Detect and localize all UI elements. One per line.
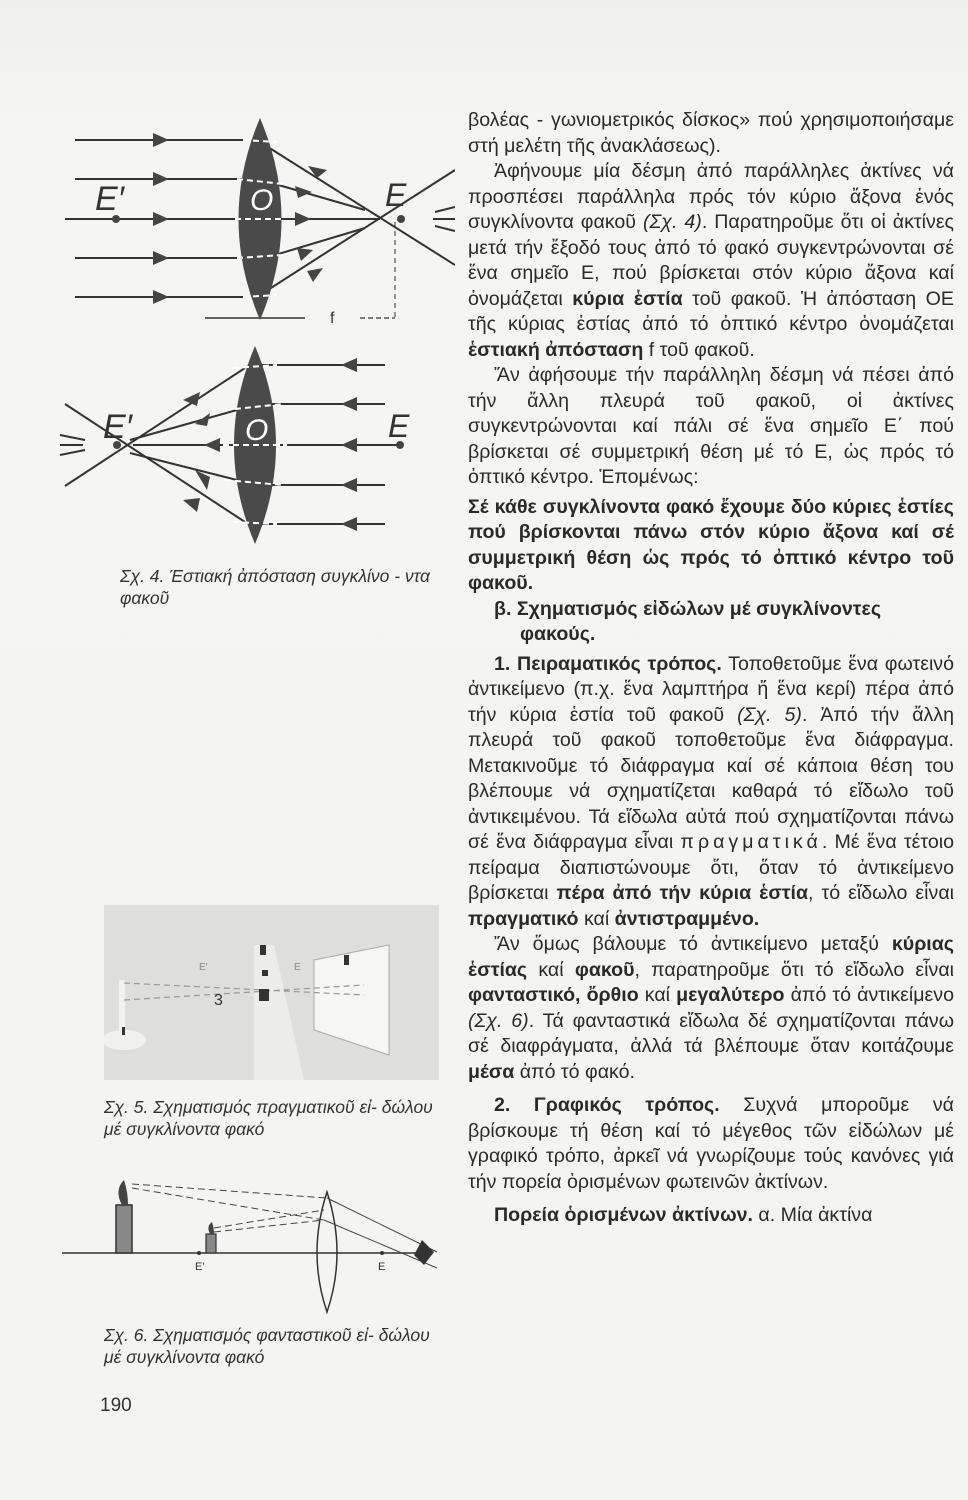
- text-run: ἀπό τό ἀντικείμενο: [784, 984, 954, 1006]
- text-run: Τοποθετοῦμε ἕνα φωτεινό ἀντικείμενο (π.χ. ἕνα λαμπτήρα ἤ ἕνα κερί) πέρα ἀπό τήν κύρια ἑστία τοῦ φακοῦ: [468, 652, 955, 726]
- figure-5-caption: Σχ. 5. Σχηματισμός πραγματικοῦ εἰ- δώλου μέ συγκλίνοντα φακό: [104, 1097, 433, 1139]
- arrow-icon: [295, 186, 312, 198]
- candle: [119, 980, 125, 1035]
- figure-reference: (Σχ. 4): [643, 211, 702, 233]
- text-run: , τό εἴδωλο εἶναι: [808, 882, 954, 904]
- text-run: ἀπό τό φακό.: [514, 1060, 635, 1083]
- text-run: . Παρατηροῦμε ὅτι οἱ ἀκτίνες μετά τήν ἔξοδό τους ἀπό τό φακό συγκεντρώνονται σέ ἕνα σημεῖο Ε, πού βρίσκεται στόν κύριο ἄξονα καί ὀνομάζεται: [468, 211, 954, 310]
- term-beyond-focus: πέρα ἀπό τήν κύρια ἑστία: [556, 882, 809, 904]
- text-run: Συχνά μποροῦμε νά βρίσκουμε τή θέση καί τό μέγεθος τῶν εἰδώλων μέ γραφικό τρόπο, ἀρκεῖ νά γνωρίζουμε τούς κανόνες γιά τήν πορεία ὁρισμένων φωτεινῶν ἀκτίνων.: [468, 1094, 954, 1193]
- arrow-icon: [153, 172, 169, 186]
- arrow-icon: [341, 358, 357, 372]
- arrow-icon: [297, 248, 313, 261]
- term: μέσα: [468, 1060, 515, 1083]
- figure-5-mark: 3: [214, 992, 223, 1009]
- term-inverted: ἀντιστραμμένο.: [614, 907, 760, 930]
- term-real-image: πραγματικό: [468, 907, 579, 930]
- label-e-prime: E': [195, 1261, 205, 1273]
- lens-shape: [317, 1192, 337, 1312]
- arrow-icon: [341, 397, 357, 411]
- text-run: . Τά φανταστικά εἴδωλα δέ σχηματίζονται πάνω σέ διαφράγματα, ἀλλά τά βλέπουμε ὅταν κοιτάζουμε: [468, 1009, 954, 1057]
- text-run: Ἄν ὅμως βάλουμε τό ἀντικείμενο μεταξύ: [494, 933, 892, 955]
- figure-6-virtual-image: [62, 1160, 442, 1320]
- heading-line: β. Σχηματισμός εἰδώλων μέ συγκλίνοντες: [494, 597, 882, 620]
- text-run: , παρατηροῦμε ὅτι τό εἴδωλο εἶναι: [634, 958, 954, 981]
- label-e: E: [385, 177, 407, 213]
- term: κύριας ἑστίας: [468, 933, 954, 981]
- term-principal-focus: κύρια ἑστία: [572, 287, 683, 310]
- paragraph: [468, 932, 954, 1085]
- paragraph: [468, 159, 954, 363]
- arrow-icon: [341, 438, 357, 452]
- page-number: 190: [100, 1395, 132, 1416]
- label-e: E: [388, 408, 410, 444]
- figure-4-caption: Σχ. 4. Έστιακή ἀπόσταση συγκλίνο - ντα φακοῦ: [120, 566, 430, 608]
- paragraph: [468, 652, 954, 933]
- subsection-title: 2. Γραφικός τρόπος.: [494, 1094, 720, 1116]
- text-run: καί: [527, 958, 575, 981]
- heading-line: φακούς.: [520, 623, 596, 645]
- label-e: E: [378, 1261, 386, 1273]
- virtual-image-candle: [116, 1205, 132, 1253]
- object-candle: [206, 1234, 216, 1253]
- arrow-icon: [153, 251, 169, 265]
- text-run: τοῦ φακοῦ. Ἡ ἀπόσταση ΟΕ τῆς κύριας ἑστίας ἀπό τό ὀπτικό κέντρο ὀνομάζεται: [468, 287, 954, 335]
- term: μεγαλύτερο: [676, 984, 785, 1006]
- text-run: Ἀφήνουμε μία δέσμη ἀπό παράλληλες ἀκτίνες νά προσπέσει παράλληλα πρός τόν κύριο ἄξονα ἑνός συγκλίνοντα φακοῦ: [468, 160, 954, 233]
- figure-6-caption: Σχ. 6. Σχηματισμός φανταστικοῦ εἰ- δώλου μέ συγκλίνοντα φακό: [104, 1325, 430, 1367]
- text-run: α. Μία ἀκτίνα: [752, 1204, 873, 1226]
- text-run: . Ἀπό τήν ἄλλη πλευρά τοῦ φακοῦ τοποθετοῦμε ἕνα διάφραγμα. Μετακινοῦμε τό διάφραγμα καί σέ κάποια θέση του βλέπουμε νά σχηματίζεται καθαρά τό εἴδωλο τοῦ ἀντικειμένου. Τά εἴδωλα αὐτά πού σχηματίζονται πάνω σέ ἕνα διάφραγμα εἶναι: [468, 703, 955, 853]
- figure-reference: (Σχ. 6): [468, 1009, 529, 1032]
- text-run: f τοῦ φακοῦ.: [643, 338, 755, 361]
- text-run: . Μέ ἕνα τέτοιο πείραμα διαπιστώνουμε ὅτι, ὅταν τό ἀντικείμενο βρίσκεται: [468, 831, 954, 904]
- body-text-column: [468, 108, 954, 1229]
- figure-4-converging-rays: [55, 110, 455, 325]
- text-run: καί: [578, 907, 615, 930]
- text-run: καί: [638, 984, 677, 1006]
- label-e-prime: E′: [199, 962, 208, 973]
- section-heading: [468, 597, 954, 648]
- label-optical-center: O: [245, 414, 269, 447]
- term: φακοῦ: [574, 958, 635, 981]
- flame-icon: [208, 1222, 214, 1234]
- label-e-prime: E′: [95, 180, 125, 218]
- paragraph: βολέας - γωνιομετρικός δίσκος» πού χρησιμοποιήσαμε στή μελέτη τῆς ἀνακλάσεως).: [468, 109, 954, 157]
- paragraph: [468, 1203, 954, 1229]
- subsection-title: 1. Πειραματικός τρόπος.: [494, 652, 722, 675]
- term: φανταστικό, ὄρθιο: [468, 984, 639, 1006]
- subsection-title: Πορεία ὁρισμένων ἀκτίνων.: [494, 1204, 753, 1226]
- arrow-icon: [153, 290, 169, 304]
- paragraph: Ἄν ἀφήσουμε τήν παράλληλη δέσμη νά πέσει ἀπό τήν ἄλλη πλευρά τοῦ φακοῦ, οἱ ἀκτίνες συγκεντρώνονται καί πάλι σέ ἕνα σημεῖο Ε΄ πού βρίσκεται σέ συμμετρική θέση μέ τό Ε, ὡς πρός τό ὀπτικό κέντρο. Ἑπομένως:: [468, 364, 954, 488]
- paragraph: [468, 1093, 954, 1195]
- label-e: E: [294, 962, 301, 973]
- term-real: πραγματικά: [680, 831, 822, 853]
- arrow-icon: [295, 212, 311, 226]
- term-focal-length: ἑστιακή ἀπόσταση: [468, 338, 644, 361]
- figure-5-photo: [104, 905, 439, 1080]
- rule-statement: Σέ κάθε συγκλίνοντα φακό ἔχουμε δύο κύριες ἑστίες πού βρίσκονται πάνω στόν κύριο ἄξονα καί σέ συμμετρική θέση ὡς πρός τό ὀπτικό κέντρο τοῦ φακοῦ.: [468, 495, 954, 594]
- arrow-icon: [341, 517, 357, 531]
- label-optical-center: O: [250, 184, 274, 217]
- arrow-icon: [308, 166, 327, 178]
- arrow-icon: [183, 498, 200, 512]
- flame-icon: [118, 1180, 128, 1205]
- figure-4-reverse-rays: [55, 340, 455, 555]
- arrow-icon: [341, 478, 357, 492]
- arrow-icon: [153, 133, 169, 147]
- arrow-icon: [153, 212, 169, 226]
- arrow-icon: [195, 413, 210, 426]
- figure-reference: (Σχ. 5): [737, 703, 802, 726]
- label-e-prime: E′: [103, 408, 133, 446]
- eye-icon: [414, 1240, 434, 1265]
- label-focal-length: f: [330, 310, 335, 325]
- arrow-icon: [307, 268, 323, 282]
- arrow-icon: [204, 438, 220, 452]
